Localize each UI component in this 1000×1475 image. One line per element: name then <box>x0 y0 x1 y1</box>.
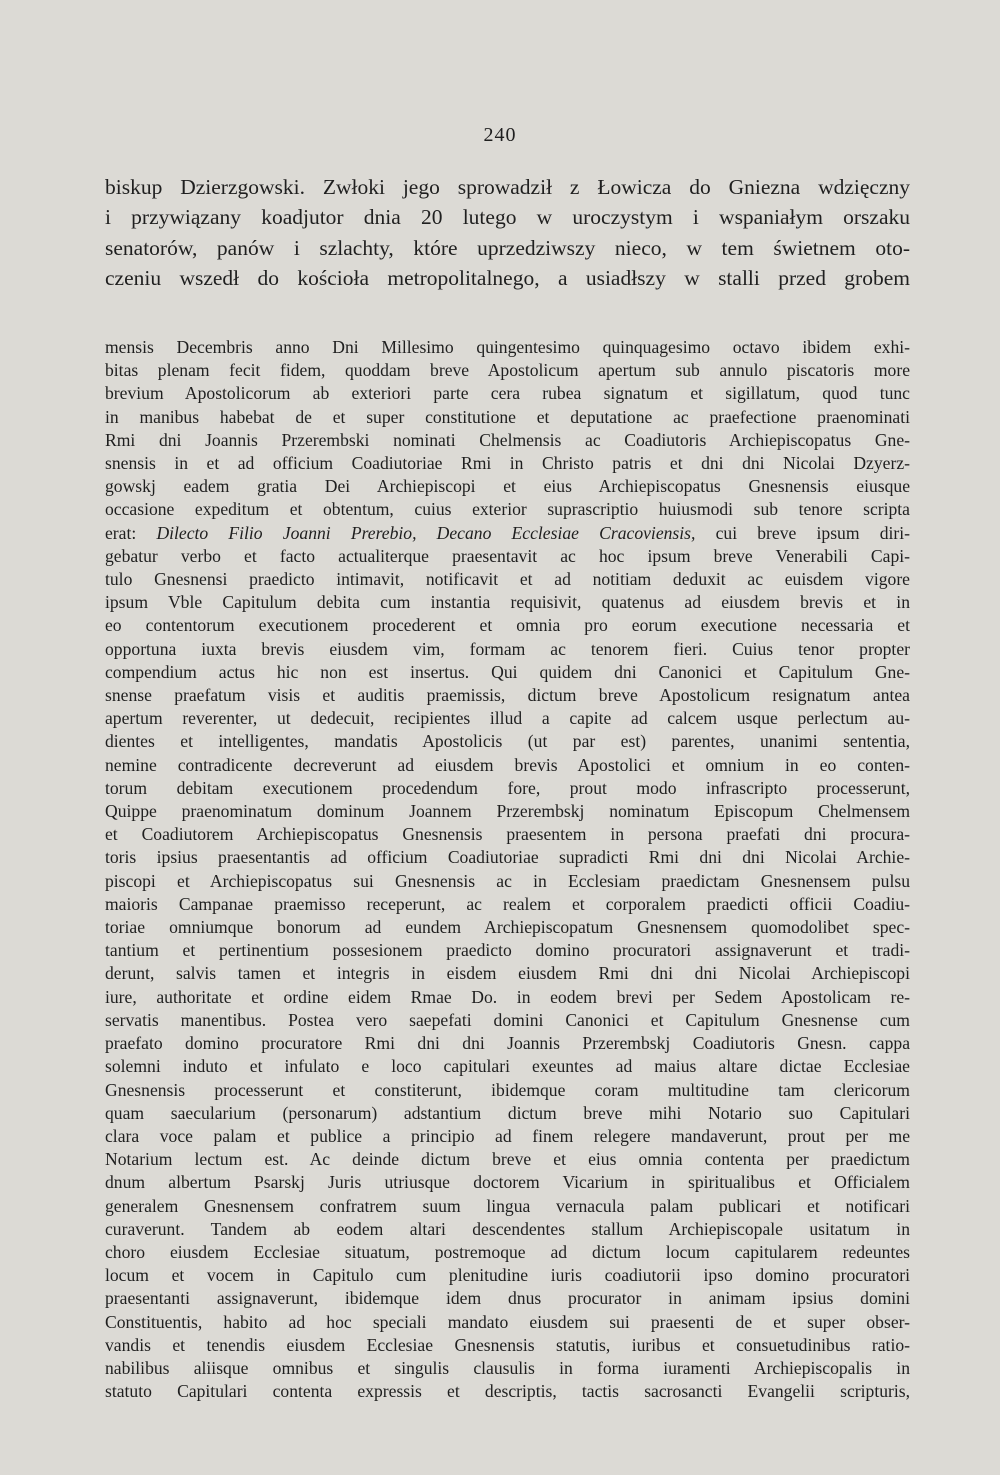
text-line: Notarium lectum est. Ac deinde dictum breve et eius omnia contenta per praedictum <box>105 1149 910 1170</box>
text-line: choro eiusdem Ecclesiae situatum, postremoque ad dictum locum capitularem redeuntes <box>105 1241 910 1262</box>
text-line: eo contentorum executionem procederent et omnia pro eorum executione necessaria et <box>105 615 910 636</box>
text-line: locum et vocem in Capitulo cum plenitudine iuris coadiutorii ipso domino procuratori <box>105 1265 910 1286</box>
text-line: i przywiązany koadjutor dnia 20 lutego w uroczystym i wspaniałym orszaku <box>105 205 910 230</box>
text-line: biskup Dzierzgowski. Zwłoki jego sprowadził z Łowicza do Gniezna wdzięczny <box>105 175 910 199</box>
text-line: generalem Gnesnensem confratrem suum lingua vernacula palam publicari et notificari <box>105 1195 910 1216</box>
text-line: gebatur verbo et facto actualiterque praesentavit ac hoc ipsum breve Venerabili Capi- <box>105 545 910 566</box>
latin-paragraph <box>105 336 910 1403</box>
text-line: vandis et tenendis eiusdem Ecclesiae Gnesnensis statutis, iuribus et consuetudinibus ratio- <box>105 1334 910 1355</box>
text-line: bitas plenam fecit fidem, quoddam breve Apostolicum apertum sub annulo piscatoris more <box>105 360 910 381</box>
text-line: dientes et intelligentes, mandatis Apostolicis (ut par est) parentes, unanimi sententia, <box>105 731 910 752</box>
text-line: occasione expeditum et obtentum, cuius exterior suprascriptio huiusmodi sub tenore scripta <box>105 499 910 520</box>
text-line: apertum reverenter, ut dedecuit, recipientes illud a capite ad calcem usque perlectum au- <box>105 708 910 729</box>
text-line: snensis in et ad officium Coadiutoriae Rmi in Christo patris et dni dni Nicolai Dzyerz- <box>105 453 910 474</box>
text-line: opportuna iuxta brevis eiusdem vim, formam ac tenorem fieri. Cuius tenor propter <box>105 638 910 659</box>
text-line: tulo Gnesnensi praedicto intimavit, notificavit et ad notitiam deduxit ac euisdem vigore <box>105 569 910 590</box>
text-line: dnum albertum Psarskj Juris utriusque doctorem Vicarium in spiritualibus et Officialem <box>105 1172 910 1193</box>
text-line: maioris Campanae praemisso receperunt, ac realem et corporalem praedicti officii Coadiu- <box>105 893 910 914</box>
text-line: compendium actus hic non est insertus. Qui quidem dni Canonici et Capitulum Gne- <box>105 661 910 682</box>
polish-paragraph <box>105 172 910 293</box>
text-line: toris ipsius praesentantis ad officium Coadiutoriae supradicti Rmi dni dni Nicolai Archie- <box>105 847 910 868</box>
text-line: brevium Apostolicorum ab exteriori parte cera rubea signatum et sigillatum, quod tunc <box>105 383 910 404</box>
text-line: toriae omniumque bonorum ad eundem Archiepiscopatum Gnesnensem quomodolibet spec- <box>105 917 910 938</box>
text-line: nabilibus aliisque omnibus et singulis clausulis in forma iuramenti Archiepiscopalis in <box>105 1357 910 1378</box>
text-line: nemine contradicente decreverunt ad eiusdem brevis Apostolici et omnium in eo conten- <box>105 754 910 775</box>
text-line: gowskj eadem gratia Dei Archiepiscopi et eius Archiepiscopatus Gnesnensis eiusque <box>105 476 910 497</box>
text-line: servatis manentibus. Postea vero saepefati domini Canonici et Capitulum Gnesnense cum <box>105 1009 910 1030</box>
text-line: ipsum Vble Capitulum debita cum instantia requisivit, quatenus ad eiusdem brevis et in <box>105 592 910 613</box>
text-line: snense praefatum visis et auditis praemissis, dictum breve Apostolicum resignatum antea <box>105 685 910 706</box>
text-line: iure, authoritate et ordine eidem Rmae Do. in eodem brevi per Sedem Apostolicam re- <box>105 986 910 1007</box>
text-line: quam saecularium (personarum) adstantium dictum breve mihi Notario suo Capitulari <box>105 1102 910 1123</box>
text-line: clara voce palam et publice a principio ad finem relegere mandaverunt, prout per me <box>105 1125 910 1146</box>
text-line: et Coadiutorem Archiepiscopatus Gnesnensis praesentem in persona praefati dni procura- <box>105 824 910 845</box>
text-line: mensis Decembris anno Dni Millesimo quingentesimo quinquagesimo octavo ibidem exhi- <box>105 337 910 357</box>
text-line: in manibus habebat de et super constitutione et deputatione ac praefectione praenominati <box>105 406 910 427</box>
text-line: Constituentis, habito ad hoc speciali mandato eiusdem sui praesenti de et super obser- <box>105 1311 910 1332</box>
text-line: derunt, salvis tamen et integris in eisdem eiusdem Rmi dni dni Nicolai Archiepiscopi <box>105 963 910 984</box>
text-line: Quippe praenominatum dominum Joannem Przerembskj nominatum Episcopum Chelmensem <box>105 801 910 822</box>
text-line: curaverunt. Tandem ab eodem altari descendentes stallum Archiepiscopale usitatum in <box>105 1218 910 1239</box>
text-line: solemni induto et infulato e loco capitulari exeuntes ad maius altare dictae Ecclesiae <box>105 1056 910 1077</box>
text-line: Rmi dni Joannis Przerembski nominati Chelmensis ac Coadiutoris Archiepiscopatus Gne- <box>105 429 910 450</box>
text-line: Gnesnensis processerunt et constiterunt, ibidemque coram multitudine tam clericorum <box>105 1079 910 1100</box>
page-number: 240 <box>483 124 517 146</box>
text-line: piscopi et Archiepiscopatus sui Gnesnensis ac in Ecclesiam praedictam Gnesnensem pulsu <box>105 870 910 891</box>
text-line: praesentanti assignaverunt, ibidemque idem dnus procurator in animam ipsius domini <box>105 1288 910 1309</box>
text-line: praefato domino procuratore Rmi dni dni Joannis Przerembskj Coadiutoris Gnesn. cappa <box>105 1033 910 1054</box>
text-line: statuto Capitulari contenta expressis et descriptis, tactis sacrosancti Evangelii scripturis, <box>105 1381 910 1402</box>
text-line: tantium et pertinentium possesionem praedicto domino procuratori assignaverunt et tradi- <box>105 940 910 961</box>
text-line: torum debitam executionem procedendum fore, prout modo infrascripto processerunt, <box>105 777 910 798</box>
text-line <box>105 522 910 545</box>
text-line: czeniu wszedł do kościoła metropolitalnego, a usiadłszy w stalli przed grobem <box>105 265 910 290</box>
text-line-tail: cui breve ipsum diri- <box>695 522 910 543</box>
italic-address: Dilecto Filio Joanni Prerebio, Decano Ecclesiae Cracoviensis, <box>156 522 696 543</box>
text-line: senatorów, panów i szlachty, które uprzedziwszy nieco, w tem świetnem oto- <box>105 235 910 260</box>
text-line-lead: erat: <box>105 522 157 543</box>
